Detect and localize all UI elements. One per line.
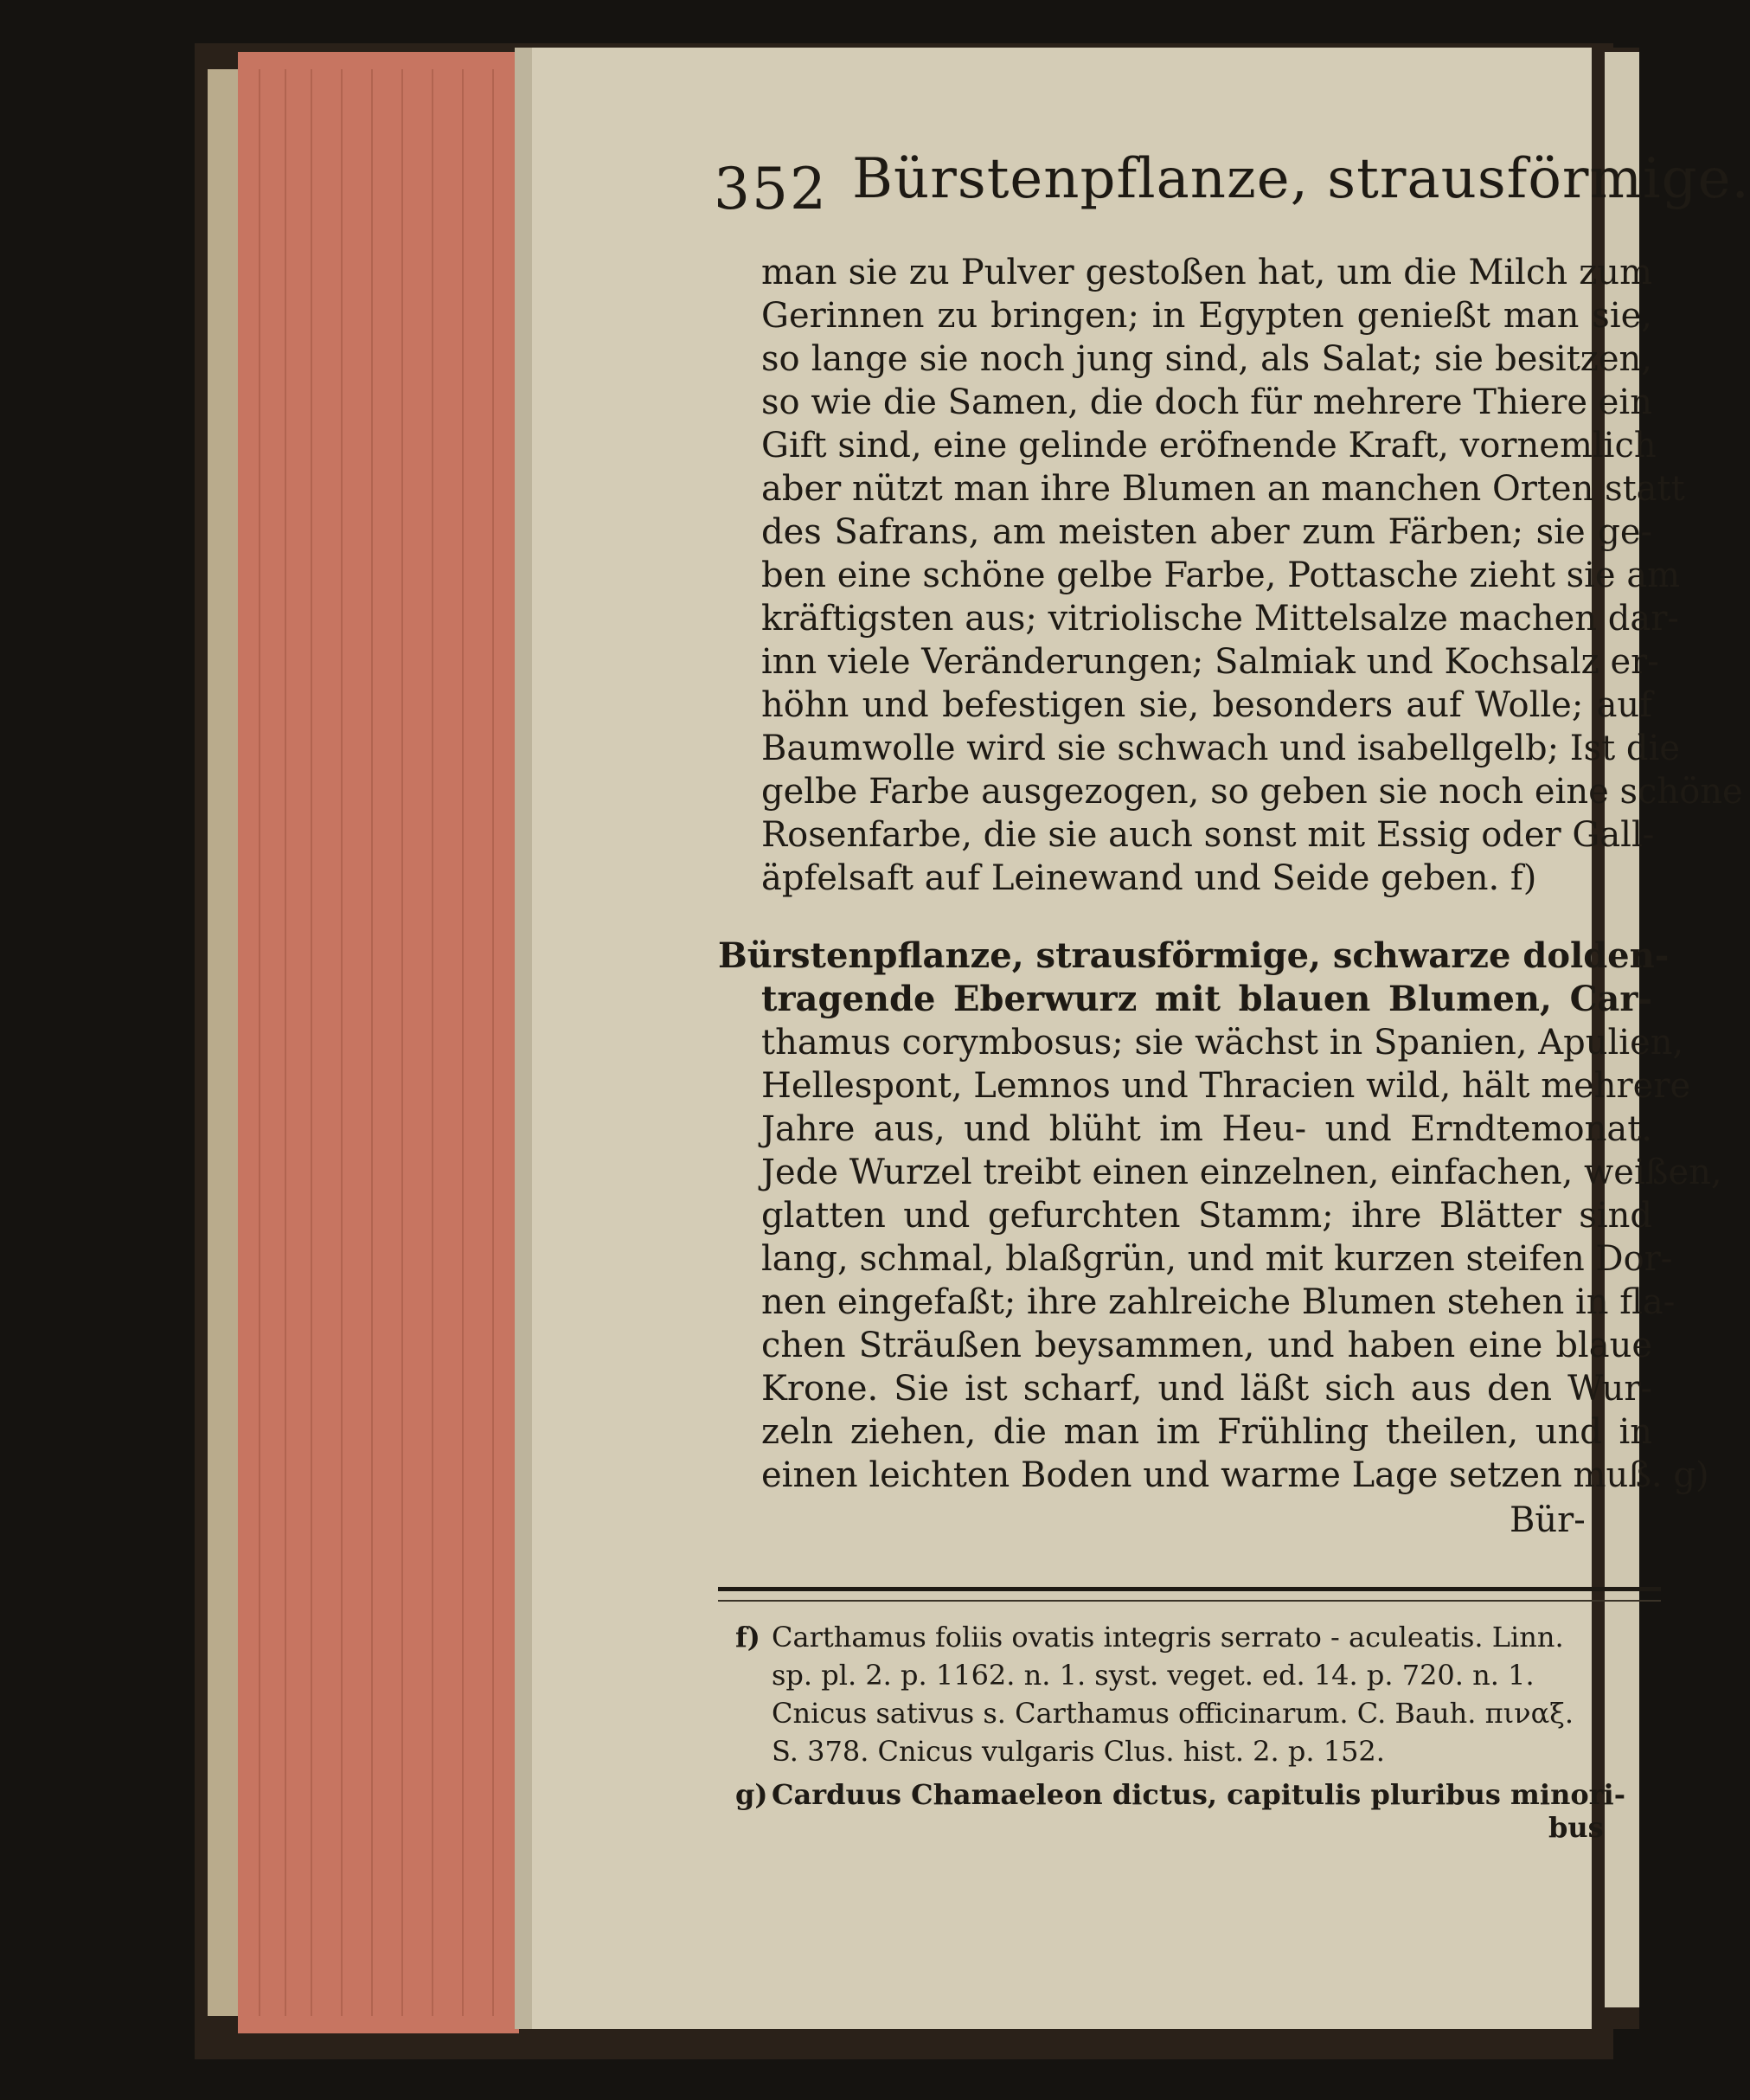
- footnote-mark: g): [735, 1778, 768, 1811]
- footnote-text: Carthamus foliis ovatis integris serrato - aculeatis. Linn.: [772, 1621, 1564, 1654]
- footnote-line: bus: [1548, 1811, 1604, 1844]
- entry-line: Hellespont, Lemnos und Thracien wild, hält mehrere: [761, 1066, 1691, 1106]
- body-line: so lange sie noch jung sind, als Salat; sie besitzen,: [761, 339, 1652, 379]
- body-line: inn viele Veränderungen; Salmiak und Kochsalz er-: [761, 642, 1659, 682]
- footnote-text: sp. pl. 2. p. 1162. n. 1. syst. veget. ed. 14. p. 720. n. 1.: [772, 1659, 1535, 1692]
- footnote-line: [735, 1732, 1652, 1770]
- footnote-line: [735, 1618, 1652, 1656]
- running-head: Bürstenpflanze, strausförmige.: [852, 147, 1750, 211]
- entry-headword: Bürstenpflanze, strausförmige, schwarze dolden-: [718, 935, 1670, 976]
- body-line: ben eine schöne gelbe Farbe, Pottasche zieht sie am: [761, 556, 1681, 595]
- body-line: Rosenfarbe, die sie auch sonst mit Essig oder Gall-: [761, 815, 1655, 855]
- page-header: [714, 147, 1750, 234]
- entry-line: nen eingefaßt; ihre zahlreiche Blumen stehen in fla-: [761, 1282, 1676, 1322]
- page-number: 352: [714, 156, 828, 222]
- footnote-line: [735, 1776, 1652, 1814]
- entry-line: chen Sträußen beysammen, und haben eine blaue: [761, 1326, 1652, 1365]
- body-line: gelbe Farbe ausgezogen, so geben sie noch eine schöne: [761, 772, 1743, 812]
- entry-line: glatten und gefurchten Stamm; ihre Blätter sind: [761, 1196, 1652, 1236]
- entry-line: einen leichten Boden und warme Lage setzen muß. g): [761, 1455, 1709, 1495]
- body-line: kräftigsten aus; vitriolische Mittelsalze machen dar-: [761, 599, 1679, 639]
- footnote-line: [735, 1656, 1652, 1694]
- footnote-divider: [718, 1587, 1661, 1602]
- body-line: man sie zu Pulver gestoßen hat, um die Milch zum: [761, 253, 1652, 292]
- footnote-mark: f): [735, 1621, 760, 1654]
- body-line: äpfelsaft auf Leinewand und Seide geben. f): [761, 858, 1537, 898]
- body-line: so wie die Samen, die doch für mehrere Thiere ein: [761, 382, 1652, 422]
- footnote-text: Cnicus sativus s. Carthamus officinarum. C. Bauh. πιναξ.: [772, 1697, 1574, 1730]
- entry-line: lang, schmal, blaßgrün, und mit kurzen steifen Dor-: [761, 1239, 1673, 1279]
- entry-line: Jahre aus, und blüht im Heu- und Erndtemonat.: [761, 1109, 1652, 1149]
- body-line: Baumwolle wird sie schwach und isabellgelb; Ist die: [761, 729, 1680, 768]
- body-line: aber nützt man ihre Blumen an manchen Orten statt: [761, 469, 1685, 509]
- footnote-text: S. 378. Cnicus vulgaris Clus. hist. 2. p. 152.: [772, 1735, 1385, 1768]
- entry-line: Jede Wurzel treibt einen einzelnen, einfachen, weißen,: [761, 1153, 1722, 1192]
- book-page: [528, 0, 1750, 2100]
- entry-line: thamus corymbosus; sie wächst in Spanien, Apulien,: [761, 1023, 1684, 1063]
- body-line: Gift sind, eine gelinde eröfnende Kraft, vornemlich: [761, 426, 1657, 466]
- entry-line: zeln ziehen, die man im Frühling theilen, und in: [761, 1412, 1652, 1452]
- body-line: höhn und befestigen sie, besonders auf Wolle; auf: [761, 685, 1652, 725]
- body-line: des Safrans, am meisten aber zum Färben; sie ge-: [761, 512, 1652, 552]
- body-line: Gerinnen zu bringen; in Egypten genießt man sie,: [761, 296, 1652, 336]
- entry-headword: tragende Eberwurz mit blauen Blumen, Car-: [761, 979, 1652, 1019]
- entry-line: Krone. Sie ist scharf, und läßt sich aus den Wur-: [761, 1369, 1652, 1409]
- footnote-text: Carduus Chamaeleon dictus, capitulis pluribus minori-: [772, 1778, 1625, 1811]
- footnote-line: [735, 1694, 1652, 1732]
- catchword: Bür-: [1510, 1500, 1586, 1540]
